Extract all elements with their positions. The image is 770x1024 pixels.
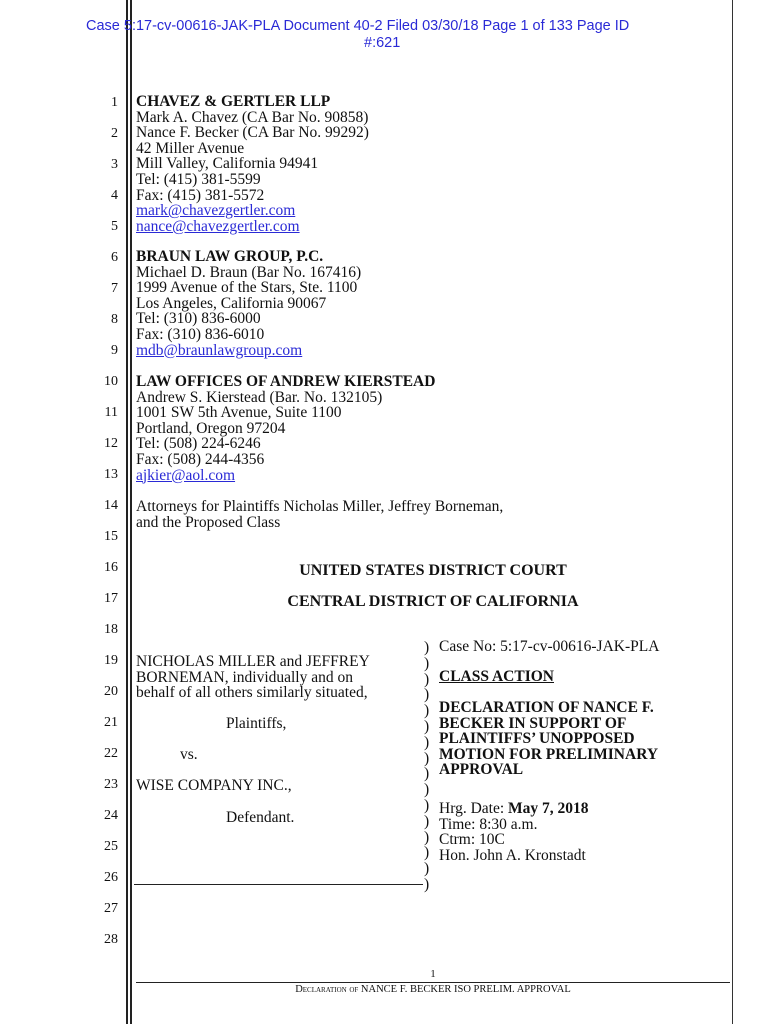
footer-title-text: NANCE F. BECKER ISO PRELIM. APPROVAL	[358, 984, 571, 995]
attorneys-for	[136, 499, 503, 530]
paren: )	[424, 765, 430, 783]
document-title-line: APPROVAL	[439, 761, 524, 779]
line-number: 5	[111, 219, 118, 234]
line-number: 13	[104, 467, 118, 482]
left-margin-rule-outer	[126, 0, 128, 1024]
counsel-line: Los Angeles, California 90067	[136, 294, 327, 312]
footer-title	[136, 984, 730, 995]
counsel-line: Mill Valley, California 94941	[136, 155, 319, 173]
firm-name: BRAUN LAW GROUP, P.C.	[136, 248, 324, 265]
document-title-line: DECLARATION OF NANCE F.	[439, 699, 654, 716]
paren: )	[424, 654, 430, 672]
paren: )	[424, 844, 430, 862]
document-title-line: BECKER IN SUPPORT OF	[439, 714, 627, 732]
plaintiffs-line: NICHOLAS MILLER and JEFFREY	[136, 653, 370, 670]
paren: )	[424, 828, 430, 846]
plaintiffs-line: behalf of all others similarly situated,	[136, 684, 368, 702]
counsel-line: Tel: (415) 381-5599	[136, 170, 261, 188]
page-number: 1	[430, 968, 436, 980]
counsel-block-kierstead	[136, 374, 435, 483]
caption-parens	[424, 640, 429, 893]
line-number: 12	[104, 436, 118, 451]
paren: )	[424, 733, 430, 751]
firm-name: LAW OFFICES OF ANDREW KIERSTEAD	[136, 373, 436, 390]
counsel-line: Tel: (310) 836-6000	[136, 310, 261, 328]
versus: vs.	[180, 746, 198, 763]
line-number: 20	[104, 684, 118, 699]
ecf-header-line1: Case 5:17-cv-00616-JAK-PLA Document 40-2 Filed 03/30/18 Page 1 of 133 Page ID	[86, 18, 630, 34]
plaintiffs-line: BORNEMAN, individually and on	[136, 668, 353, 686]
email-link[interactable]: nance@chavezgertler.com	[136, 217, 300, 235]
counsel-line: 42 Miller Avenue	[136, 139, 245, 157]
paren: )	[424, 875, 430, 893]
email-link[interactable]: mdb@braunlawgroup.com	[136, 341, 303, 359]
line-number: 18	[104, 622, 118, 637]
document-title-line: PLAINTIFFS’ UNOPPOSED	[439, 730, 635, 748]
counsel-block-chavez-gertler	[136, 94, 369, 234]
judge: Hon. John A. Kronstadt	[439, 846, 586, 864]
hearing-date-value: May 7, 2018	[508, 800, 589, 817]
firm-name: CHAVEZ & GERTLER LLP	[136, 93, 331, 110]
counsel-line: Fax: (310) 836-6010	[136, 325, 265, 343]
defendant-name: WISE COMPANY INC.,	[136, 777, 292, 794]
line-number: 6	[111, 250, 118, 265]
counsel-line: Michael D. Braun (Bar No. 167416)	[136, 263, 362, 281]
class-action: CLASS ACTION	[439, 668, 554, 685]
paren: )	[424, 717, 430, 735]
line-number: 11	[104, 405, 118, 420]
hearing-time: Time: 8:30 a.m.	[439, 815, 538, 833]
line-number: 4	[111, 188, 118, 203]
paren: )	[424, 812, 430, 830]
line-number: 7	[111, 281, 118, 296]
line-number: 25	[104, 839, 118, 854]
line-number: 8	[111, 312, 118, 327]
caption-underline	[134, 884, 423, 885]
line-number: 14	[104, 498, 118, 513]
line-number: 9	[111, 343, 118, 358]
case-number: Case No: 5:17-cv-00616-JAK-PLA	[439, 638, 660, 655]
document-title	[439, 700, 658, 778]
counsel-line: 1999 Avenue of the Stars, Ste. 1100	[136, 279, 358, 297]
line-number: 27	[104, 901, 118, 916]
paren: )	[424, 670, 430, 688]
line-number: 3	[111, 157, 118, 172]
paren: )	[424, 702, 430, 720]
line-number: 26	[104, 870, 118, 885]
footer-rule	[136, 982, 730, 983]
court-name: UNITED STATES DISTRICT COURT	[299, 562, 567, 579]
counsel-block-braun	[136, 249, 361, 358]
footer-title-prefix: Declaration of	[295, 984, 359, 995]
court-district: CENTRAL DISTRICT OF CALIFORNIA	[287, 593, 579, 610]
counsel-line: Fax: (415) 381-5572	[136, 186, 265, 204]
left-margin-rule-inner	[130, 0, 132, 1024]
paren: )	[424, 639, 430, 656]
attorneys-for-line: Attorneys for Plaintiffs Nicholas Miller, Jeffrey Borneman,	[136, 498, 504, 515]
counsel-line: Andrew S. Kierstead (Bar. No. 132105)	[136, 388, 383, 406]
right-margin-rule	[732, 0, 733, 1024]
document-title-line: MOTION FOR PRELIMINARY	[439, 745, 659, 763]
hearing-date	[439, 801, 589, 817]
line-number: 23	[104, 777, 118, 792]
paren: )	[424, 686, 430, 704]
line-number: 2	[111, 126, 118, 141]
plaintiffs-caption	[136, 654, 370, 701]
ecf-header-line2: #:621	[364, 35, 401, 51]
email-link[interactable]: mark@chavezgertler.com	[136, 202, 296, 220]
counsel-line: 1001 SW 5th Avenue, Suite 1100	[136, 404, 342, 422]
counsel-line: Fax: (508) 244-4356	[136, 450, 265, 468]
line-number: 24	[104, 808, 118, 823]
paren: )	[424, 796, 430, 814]
counsel-line: Portland, Oregon 97204	[136, 419, 286, 437]
line-number: 21	[104, 715, 118, 730]
line-number: 16	[104, 560, 118, 575]
email-link[interactable]: ajkier@aol.com	[136, 466, 236, 484]
counsel-line: Nance F. Becker (CA Bar No. 99292)	[136, 124, 369, 142]
plaintiffs-label: Plaintiffs,	[226, 715, 287, 732]
line-number: 22	[104, 746, 118, 761]
courtroom: Ctrm: 10C	[439, 831, 505, 849]
counsel-line: Mark A. Chavez (CA Bar No. 90858)	[136, 108, 369, 126]
line-number: 1	[111, 95, 118, 110]
line-number: 10	[104, 374, 118, 389]
line-number: 15	[104, 529, 118, 544]
paren: )	[424, 781, 430, 799]
line-number: 19	[104, 653, 118, 668]
line-number: 17	[104, 591, 118, 606]
line-number: 28	[104, 932, 118, 947]
paren: )	[424, 860, 430, 878]
counsel-line: Tel: (508) 224-6246	[136, 435, 261, 453]
defendant-label: Defendant.	[226, 809, 295, 826]
hearing-date-label: Hrg. Date:	[439, 800, 509, 817]
hearing-info	[439, 801, 589, 863]
paren: )	[424, 749, 430, 767]
attorneys-for-line: and the Proposed Class	[136, 513, 281, 531]
